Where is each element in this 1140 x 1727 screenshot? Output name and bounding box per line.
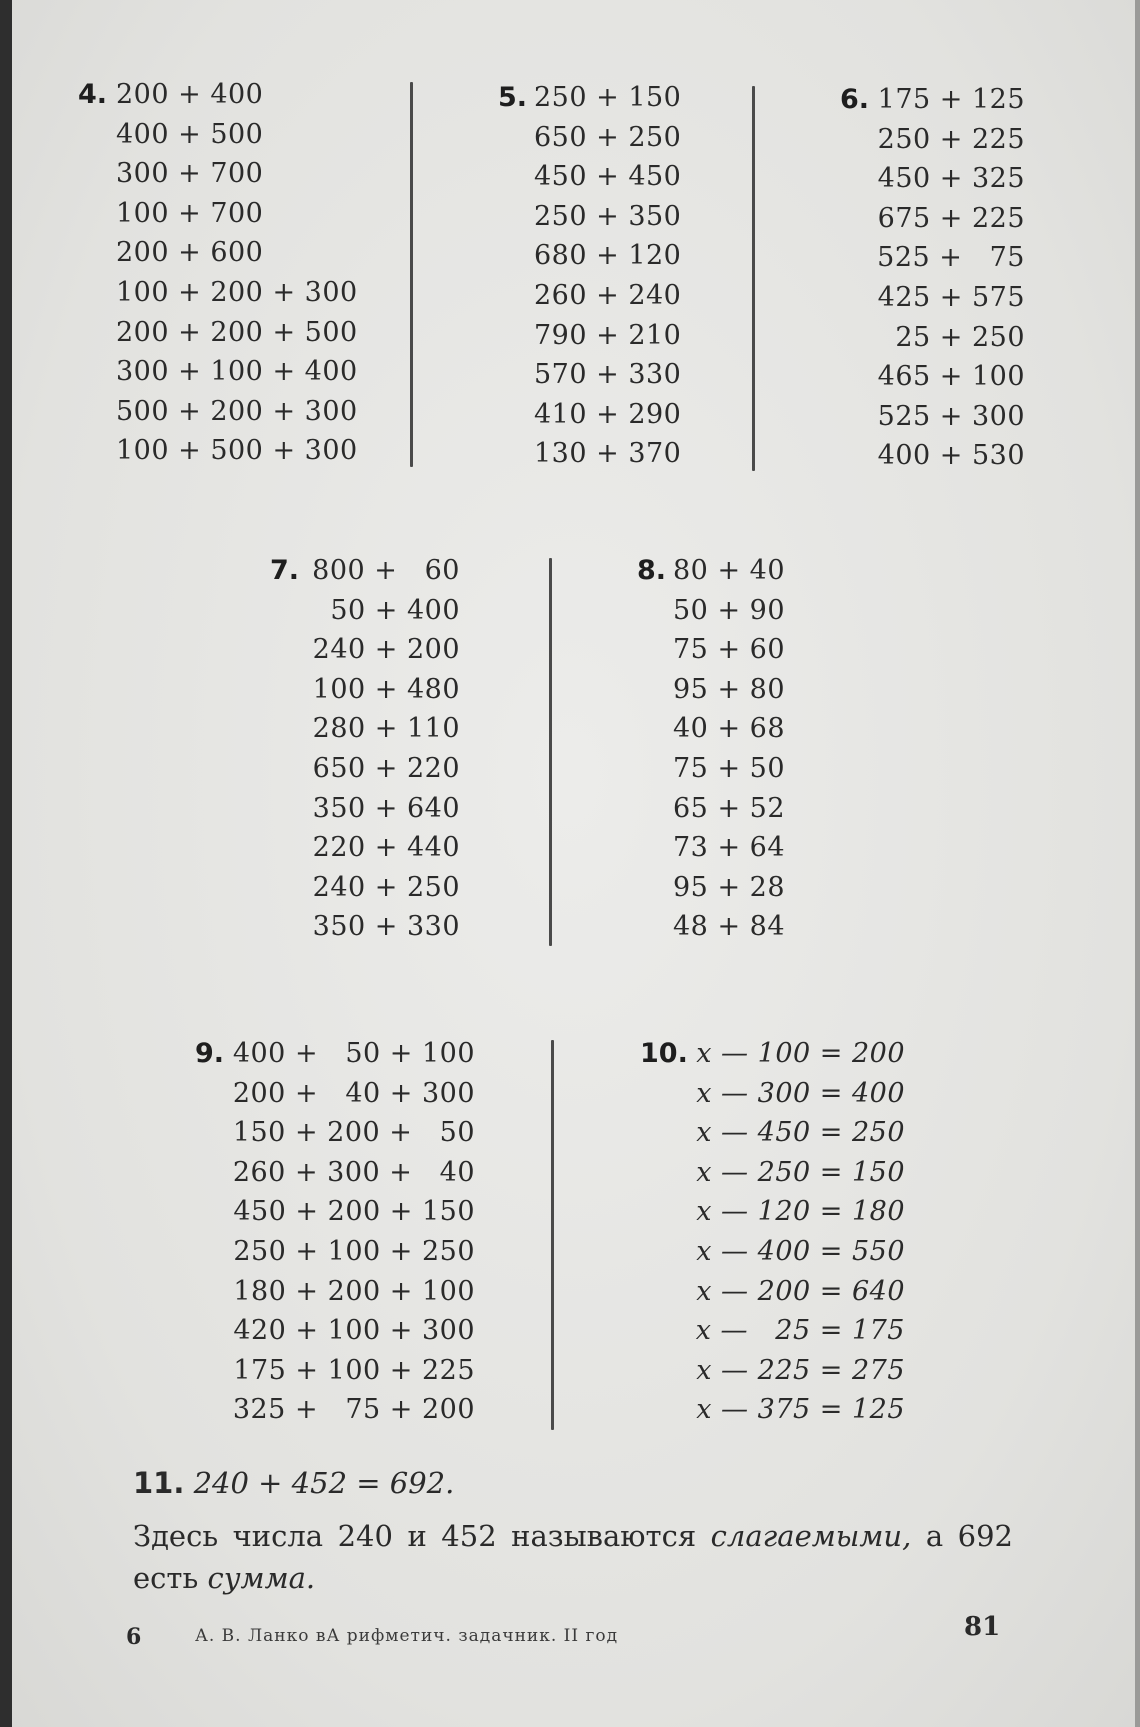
expression: 525 + 75 xyxy=(877,242,1025,274)
expression: 250 + 225 xyxy=(877,123,1025,155)
expression: 300 + 700 xyxy=(116,158,264,190)
expression: 790 + 210 xyxy=(534,319,682,351)
exercise-lines xyxy=(312,551,460,947)
expression: 50 + 90 xyxy=(673,594,786,626)
term-addends: слагаемыми, xyxy=(710,1519,912,1553)
expression: 220 + 440 xyxy=(312,832,460,864)
expression: 95 + 28 xyxy=(673,871,786,903)
column-divider xyxy=(752,86,755,471)
expression: 100 + 200 + 300 xyxy=(116,276,358,308)
expression: 425 + 575 xyxy=(877,281,1025,313)
equation: x — 250 = 150 xyxy=(696,1156,905,1188)
exercise-lines xyxy=(696,1034,905,1430)
expression: 650 + 220 xyxy=(312,752,460,784)
running-footer: А. В. Ланко вА рифметич. задачник. II год xyxy=(195,1626,619,1646)
equation: x — 300 = 400 xyxy=(696,1077,905,1109)
expression: 25 + 250 xyxy=(895,321,1025,353)
column-divider xyxy=(551,1040,554,1430)
expression: 40 + 68 xyxy=(673,713,786,745)
exercise-11-explanation xyxy=(133,1515,1013,1599)
column-divider xyxy=(410,82,413,467)
expression: 450 + 450 xyxy=(534,161,682,193)
equation: x — 225 = 275 xyxy=(696,1354,905,1386)
explanation-text: а 692 есть xyxy=(133,1519,1014,1595)
expression: 350 + 640 xyxy=(312,792,460,824)
expression: 400 + 530 xyxy=(877,440,1025,472)
expression: 260 + 240 xyxy=(534,279,682,311)
term-sum: сумма. xyxy=(207,1561,316,1595)
equation: x — 450 = 250 xyxy=(696,1117,905,1149)
expression: 175 + 125 xyxy=(877,84,1025,115)
expression: 200 + 200 + 500 xyxy=(116,316,358,348)
expression: 50 + 400 xyxy=(330,594,460,626)
expression: 420 + 100 + 300 xyxy=(233,1315,475,1347)
exercise-lines xyxy=(116,75,358,471)
expression: 400 + 50 + 100 xyxy=(232,1038,475,1069)
exercise-lines xyxy=(673,551,785,947)
expression: 300 + 100 + 400 xyxy=(116,356,358,388)
expression: 350 + 330 xyxy=(312,911,460,943)
expression: 450 + 325 xyxy=(877,163,1025,195)
expression: 48 + 84 xyxy=(673,911,786,943)
exercise-11-formula: 240 + 452 = 692. xyxy=(193,1466,455,1500)
exercise-number: 6. xyxy=(840,84,870,115)
equation: x — 120 = 180 xyxy=(696,1196,905,1228)
expression: 500 + 200 + 300 xyxy=(116,395,358,427)
printer-signature: 6 xyxy=(126,1624,142,1650)
column-divider xyxy=(549,558,552,946)
exercise-number: 7. xyxy=(270,555,300,586)
expression: 240 + 250 xyxy=(312,871,460,903)
expression: 175 + 100 + 225 xyxy=(233,1354,475,1386)
expression: 250 + 100 + 250 xyxy=(233,1235,475,1267)
expression: 95 + 80 xyxy=(673,673,786,705)
expression: 200 + 40 + 300 xyxy=(232,1077,475,1109)
equation: x — 400 = 550 xyxy=(696,1235,905,1267)
expression: 465 + 100 xyxy=(877,361,1025,393)
page-number: 81 xyxy=(964,1612,1001,1642)
expression: 100 + 500 + 300 xyxy=(116,435,358,467)
expression: 280 + 110 xyxy=(312,713,460,745)
page-edge-left xyxy=(0,0,12,1727)
expression: 250 + 150 xyxy=(534,82,682,113)
exercise-number: 4. xyxy=(78,79,108,110)
expression: 150 + 200 + 50 xyxy=(232,1117,475,1149)
expression: 650 + 250 xyxy=(534,121,682,153)
expression: 180 + 200 + 100 xyxy=(233,1275,475,1307)
expression: 525 + 300 xyxy=(877,400,1025,432)
expression: 800 + 60 xyxy=(312,555,460,586)
expression: 400 + 500 xyxy=(116,118,264,150)
exercise-lines xyxy=(534,78,681,474)
expression: 450 + 200 + 150 xyxy=(233,1196,475,1228)
equation: x — 375 = 125 xyxy=(696,1394,905,1426)
expression: 680 + 120 xyxy=(534,240,682,272)
expression: 410 + 290 xyxy=(534,398,682,430)
exercise-number: 5. xyxy=(498,82,528,113)
page-edge-right xyxy=(1135,0,1140,1727)
expression: 100 + 480 xyxy=(312,673,460,705)
exercise-11-heading xyxy=(133,1466,454,1500)
exercise-number: 9. xyxy=(195,1038,225,1069)
explanation-text: Здесь числа 240 и 452 называются xyxy=(133,1519,711,1553)
exercise-lines xyxy=(877,80,1025,476)
expression: 675 + 225 xyxy=(877,202,1025,234)
expression: 75 + 50 xyxy=(673,752,786,784)
exercise-number: 10. xyxy=(640,1038,688,1069)
expression: 260 + 300 + 40 xyxy=(232,1156,475,1188)
equation: x — 25 = 175 xyxy=(695,1315,905,1347)
expression: 80 + 40 xyxy=(673,555,786,586)
expression: 325 + 75 + 200 xyxy=(232,1394,475,1426)
expression: 75 + 60 xyxy=(673,634,786,666)
exercise-lines xyxy=(233,1034,475,1430)
exercise-number: 8. xyxy=(637,555,667,586)
expression: 130 + 370 xyxy=(534,438,682,470)
expression: 570 + 330 xyxy=(534,359,682,391)
exercise-number: 11. xyxy=(133,1466,185,1500)
equation: x — 100 = 200 xyxy=(696,1038,905,1069)
expression: 240 + 200 xyxy=(312,634,460,666)
equation: x — 200 = 640 xyxy=(696,1275,905,1307)
expression: 73 + 64 xyxy=(673,832,786,864)
expression: 200 + 400 xyxy=(116,79,264,110)
expression: 200 + 600 xyxy=(116,237,264,269)
expression: 100 + 700 xyxy=(116,197,264,229)
expression: 250 + 350 xyxy=(534,200,682,232)
expression: 65 + 52 xyxy=(673,792,786,824)
